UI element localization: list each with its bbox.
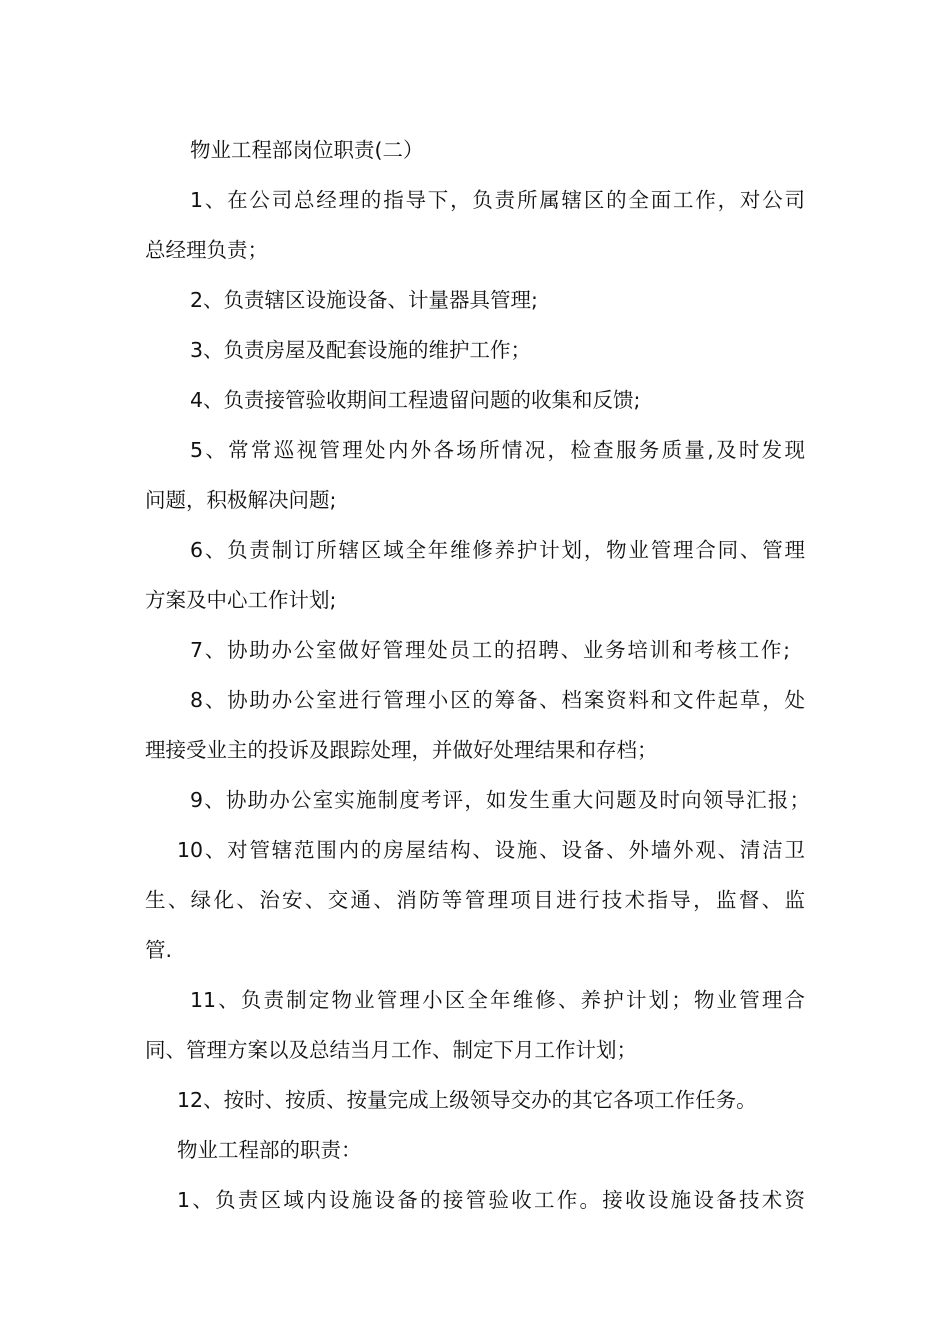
item-9: 9、协助办公室实施制度考评，如发生重大问题及时向领导汇报； — [190, 788, 810, 812]
item-12: 12、按时、按质、按量完成上级领导交办的其它各项工作任务。 — [177, 1088, 757, 1112]
item-5-line-1: 5、常常巡视管理处内外各场所情况，检查服务质量,及时发现 — [190, 438, 805, 462]
item-6-line-2: 方案及中心工作计划; — [145, 588, 337, 612]
item-5-line-2: 问题，积极解决问题; — [145, 488, 337, 512]
section-heading: 物业工程部的职责： — [177, 1138, 362, 1162]
item-7: 7、协助办公室做好管理处员工的招聘、业务培训和考核工作; — [190, 638, 790, 662]
item-10-line-3: 管. — [145, 938, 173, 962]
item-4: 4、负责接管验收期间工程遗留问题的收集和反馈; — [190, 388, 641, 412]
document-title: 物业工程部岗位职责(二） — [190, 138, 424, 162]
item-1-line-1: 1、在公司总经理的指导下，负责所属辖区的全面工作，对公司 — [190, 188, 805, 212]
item-8-line-1: 8、协助办公室进行管理小区的筹备、档案资料和文件起草，处 — [190, 688, 805, 712]
item-3: 3、负责房屋及配套设施的维护工作； — [190, 338, 532, 362]
item-6-line-1: 6、负责制订所辖区域全年维修养护计划，物业管理合同、管理 — [190, 538, 805, 562]
section-item-1: 1、负责区域内设施设备的接管验收工作。接收设施设备技术资 — [177, 1188, 805, 1212]
item-11-line-2: 同、管理方案以及总结当月工作、制定下月工作计划； — [145, 1038, 637, 1062]
item-1-line-2: 总经理负责； — [145, 238, 268, 262]
item-8-line-2: 理接受业主的投诉及跟踪处理，并做好处理结果和存档； — [145, 738, 658, 762]
item-2: 2、负责辖区设施设备、计量器具管理; — [190, 288, 538, 312]
item-10-line-1: 10、对管辖范围内的房屋结构、设施、设备、外墙外观、清洁卫 — [177, 838, 805, 862]
item-10-line-2: 生、绿化、治安、交通、消防等管理项目进行技术指导，监督、监 — [145, 888, 805, 912]
item-11-line-1: 11、负责制定物业管理小区全年维修、养护计划；物业管理合 — [190, 988, 805, 1012]
